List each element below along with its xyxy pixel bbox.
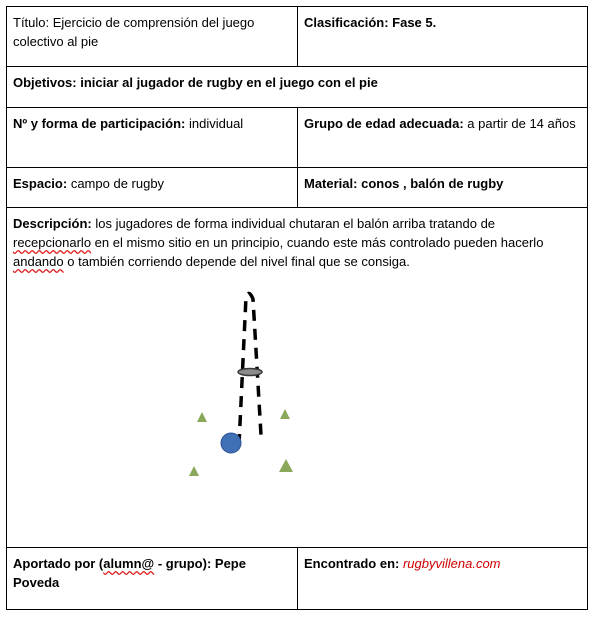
spellcheck-word-andando: andando	[13, 254, 64, 269]
material-label: Material:	[304, 176, 358, 191]
found-label: Encontrado en:	[304, 556, 400, 571]
row-objectives	[7, 67, 588, 108]
title-value: Ejercicio de comprensión del juego colectivo al pie	[13, 15, 255, 49]
objectives-label: Objetivos:	[13, 75, 77, 90]
cone-icon	[279, 459, 293, 472]
participation-cell: Nº y forma de participación: individual	[7, 108, 298, 168]
description-label: Descripción	[13, 216, 88, 231]
description-line-1: los jugadores de forma individual chutaran el balón arriba tratando de	[95, 216, 496, 231]
row-footer	[7, 548, 588, 610]
row-description	[7, 208, 588, 548]
cone-icon	[280, 409, 290, 419]
source-link[interactable]: rugbyvillena.com	[402, 556, 501, 571]
player-icon	[221, 433, 241, 453]
classification-cell	[298, 7, 588, 67]
row-space	[7, 168, 588, 208]
title-cell: Título: Ejercicio de comprensión del juego colectivo al pie	[7, 7, 298, 67]
contributed-label: Aportado por (alumn@ - grupo):	[13, 556, 212, 571]
drill-diagram	[13, 277, 581, 537]
description-text: Descripción: los jugadores de forma individual chutaran el balón arriba tratando de recepcionarlo en el mismo sitio en un principio, cuando este más controlado pueden hacerlo andando o también corriendo depende del nivel final que se consiga.	[13, 216, 544, 269]
found-cell	[298, 548, 588, 610]
age-value: a partir de 14 años	[467, 116, 576, 131]
participation-value: individual	[188, 116, 244, 131]
space-cell: Espacio: campo de rugby	[7, 168, 298, 208]
objectives-cell	[7, 67, 588, 108]
exercise-sheet	[6, 6, 587, 611]
description-line-2: en el mismo sitio en un principio, cuando este más controlado pueden hacerlo	[91, 235, 544, 250]
age-cell: Grupo de edad adecuada: a partir de 14 años	[298, 108, 588, 168]
title-label: Título	[13, 15, 46, 30]
age-label: Grupo de edad adecuada	[304, 116, 460, 131]
contributed-cell	[7, 548, 298, 610]
objectives-value: iniciar al jugador de rugby en el juego con el pie	[80, 75, 378, 90]
space-value: campo de rugby	[70, 176, 165, 191]
space-label: Espacio	[13, 176, 63, 191]
rugby-ball-icon	[238, 369, 262, 376]
row-participation	[7, 108, 588, 168]
exercise-table	[6, 6, 588, 610]
material-cell	[298, 168, 588, 208]
spellcheck-word-recepcionarlo: recepcionarlo	[13, 235, 92, 250]
participation-label: Nº y forma de participación	[13, 116, 182, 131]
contributed-value: Pepe Poveda	[13, 556, 246, 590]
classification-label: Clasificación:	[304, 15, 389, 30]
description-line-3: o también corriendo depende del nivel final que se consiga.	[63, 254, 410, 269]
material-value: conos , balón de rugby	[361, 176, 504, 191]
description-cell	[7, 208, 588, 548]
cone-icon	[189, 466, 199, 476]
row-title	[7, 7, 588, 67]
classification-value: Fase 5.	[392, 15, 437, 30]
cone-icon	[197, 412, 207, 422]
